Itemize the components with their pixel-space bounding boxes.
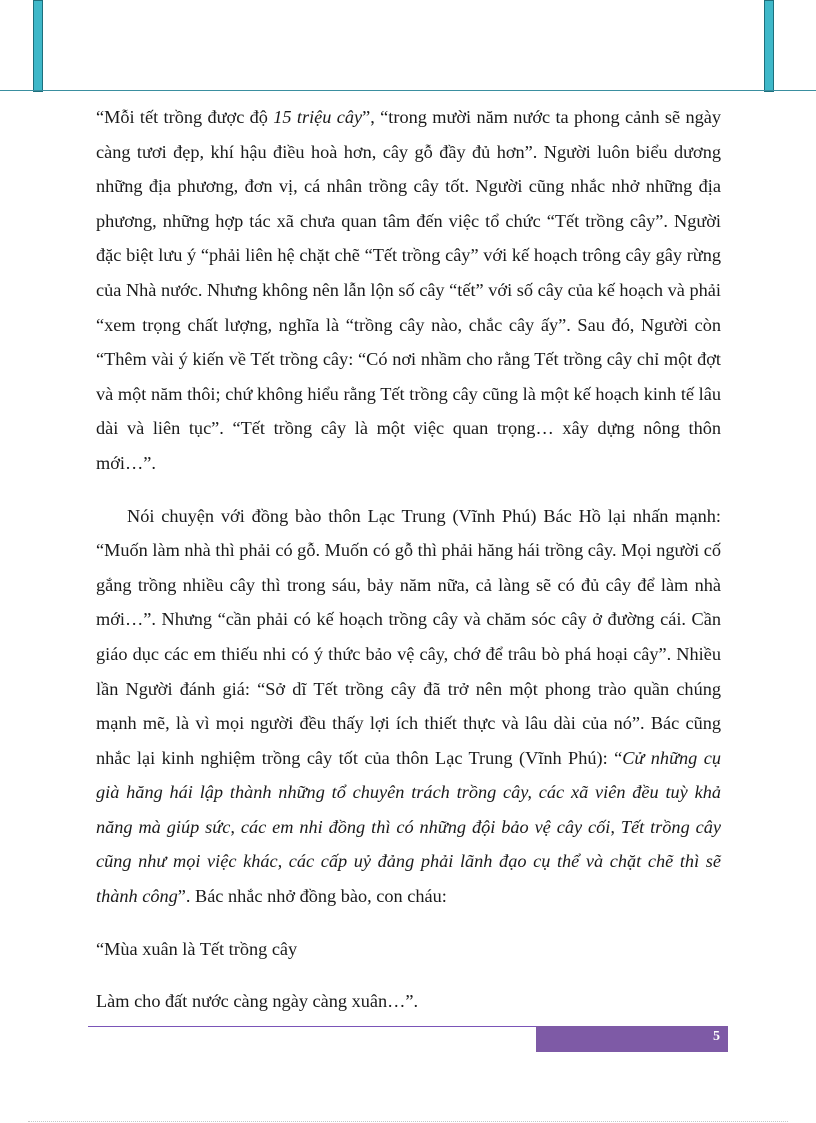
poem-line-2: Làm cho đất nước càng ngày càng xuân…”.: [96, 991, 419, 1012]
poem-line-1: “Mùa xuân là Tết trồng cây: [96, 938, 298, 959]
paragraph-2-text-b: ”. Bác nhắc nhở đồng bào, con cháu:: [177, 886, 447, 907]
paragraph-1-italic: 15 triệu cây: [273, 107, 363, 127]
header-rule: [0, 90, 816, 91]
document-body: [96, 100, 721, 1019]
page-number-box: [536, 1026, 728, 1052]
header-decoration-right: [764, 0, 774, 92]
footer-rule: [88, 1026, 536, 1027]
paragraph-2: [96, 499, 721, 914]
paragraph-1-text-a: “Mỗi tết trồng được độ: [96, 107, 274, 127]
header-decoration-left: [33, 0, 43, 92]
paragraph-1-text-b: ”, “trong mười năm nước ta phong cảnh sẽ ngày càng tươi đẹp, khí hậu điều hoà hơn, cây gỗ đầy đủ hơn”. Người luôn biểu dương những địa phương, đơn vị, cá nhân trồng cây tốt. Người cũng nhắc nhở những địa phương, những hợp tác xã chưa quan tâm đến việc tổ chức “Tết trồng cây”. Người đặc biệt lưu ý “phải liên hệ chặt chẽ “Tết trồng cây” với kế hoạch trông cây gây rừng của Nhà nước. Nhưng không nên lẫn lộn số cây “tết” với số cây của kế hoạch và phải “xem trọng chất lượng, nghĩa là “trồng cây nào, chắc cây ấy”. Sau đó, Người còn “Thêm vài ý kiến về Tết trồng cây: “Có nơi nhầm cho rằng Tết trồng cây chỉ một đợt và một năm thôi; chứ không hiểu rằng Tết trồng cây cũng là một kế hoạch kinh tế lâu dài và liên tục”. “Tết trồng cây là một việc quan trọng… xây dựng nông thôn mới…”.: [96, 107, 721, 473]
paragraph-1: [96, 100, 721, 481]
paragraph-2-italic-quote: Cử những cụ già hăng hái lập thành những tổ chuyên trách trồng cây, các xã viên đều tuỳ khả năng mà giúp sức, các em nhi đồng thì có những đội bảo vệ cây cối, Tết trồng cây cũng như mọi việc khác, các cấp uỷ đảng phải lãnh đạo cụ thể và chặt chẽ thì sẽ thành công: [96, 747, 721, 907]
paragraph-2-text-a: Nói chuyện với đồng bào thôn Lạc Trung (Vĩnh Phú) Bác Hồ lại nhấn mạnh: “Muốn làm nhà thì phải có gỗ. Muốn có gỗ thì phải hăng hái trồng cây. Mọi người cố gắng trồng nhiều cây thì trong sáu, bảy năm nữa, cả làng sẽ có đủ cây để làm nhà mới…”. Nhưng “cần phải có kế hoạch trồng cây và chăm sóc cây ở đường cái. Cần giáo dục các em thiếu nhi có ý thức bảo vệ cây, chớ để trâu bò phá hoại cây”. Nhiều lần Người đánh giá: “Sở dĩ Tết trồng cây đã trở nên một phong trào quần chúng mạnh mẽ, là vì mọi người đều thấy lợi ích thiết thực và lâu dài của nó”. Bác cũng nhắc lại kinh nghiệm trồng cây tốt của thôn Lạc Trung (Vĩnh Phú): “: [96, 505, 721, 768]
page-bottom-border: [28, 1121, 788, 1122]
page-number: 5: [713, 1029, 720, 1044]
